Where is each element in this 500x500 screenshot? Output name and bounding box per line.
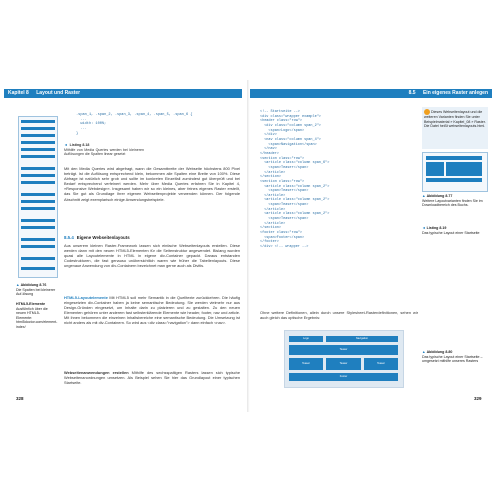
- chapter-label: Kapitel 8: [8, 90, 29, 96]
- left-page-number: 328: [16, 396, 24, 401]
- book-spread: [4, 80, 496, 412]
- listing-label: Listing 8.19: [426, 226, 447, 230]
- section-title: Eigene Webseitenlayouts: [76, 235, 130, 240]
- figure-label: Abbildung 8.77: [426, 194, 453, 198]
- figure-8-77-caption: ▲Abbildung 8.77 Weitere Layoutvarianten finden Sie im Downloadbereich des Buchs.: [422, 194, 486, 208]
- code-listing: <!-- Startseite --> <div class="wrapper example"> <header class="row"> <div class="column span_2"> <span>Logo</span> </div> <nav class="column span_4"> <span>Navigation</span> </nav> </header> <section class="row"> <article class="column span_6"> <span>Teaser</span> </article> </section> <section class="row"> <article class="column span_2"> <span>Teaser</span> </article> <article class="column span_2"> <span>Teaser</span> </article> <article class="column span_2"> <span>Teaser</span> </article> </section> <footer class="row"> <span>Footer</span> </footer> </div> <!-- wrapper -->: [260, 110, 330, 250]
- layout-result-diagram: [284, 330, 404, 388]
- right-page-number: 329: [474, 396, 482, 401]
- stacked-columns-figure: [18, 116, 58, 278]
- section-number: 8.5.4: [64, 235, 74, 240]
- code-top: .span_1, .span_2, .span_3, .span_4, .span_5, .span_6 { ... width: 100%; ... }: [76, 113, 193, 136]
- right-page: [250, 80, 496, 412]
- html5-note: [16, 302, 56, 330]
- paragraph-3-lead: HTML5-Layoutelemente: [64, 295, 108, 300]
- section-heading: [64, 235, 240, 240]
- figure-text: Die Spalten bei kleinerer Auf-lösung: [16, 287, 56, 297]
- paragraph-2: Aus unserem kleinen Raster-Framework lassen sich einfache Webseitenlayouts erstellen. Diese werden dann mit den neuen HTML5-Elementen für die Seitenstruktur angewendet. Bislang wurden quasi alle Layoutelemente in HTML in eigene div-Container gepackt. Daraus entstanden Codestrukturen, die fast genauso unübersichtlich waren wie früher die Tabellenlayouts. Diese ungenaue Anwendung von div-Containern bezeichnet man gerne auch als Divitis.: [64, 243, 240, 269]
- teaser-box-2: Teaser: [326, 358, 361, 370]
- left-page: [4, 80, 250, 412]
- paragraph-4: [64, 370, 240, 385]
- footer-box: Footer: [289, 373, 398, 381]
- listing-text: Das typische Layout einer Startseite: [422, 230, 480, 235]
- figure-label: Abbildung 8.76: [20, 283, 47, 287]
- paragraph-3: [64, 295, 240, 326]
- listing-8-19-caption: ◄Listing 8.19 Das typische Layout einer Startseite: [422, 226, 486, 235]
- listing-text: Mithilfe von Media Queries werden bei kleineren Auflösungen die Spalten linear gesetzt: [64, 147, 144, 157]
- figure-8-76-caption: ▲Abbildung 8.76 Die Spalten bei kleinerer Auf-lösung: [16, 283, 56, 297]
- teaser-box-3: Teaser: [364, 358, 398, 370]
- left-running-header: [4, 89, 242, 98]
- paragraph-4-lead: Webseitenanwendungen erstellen: [64, 370, 129, 375]
- figure-label: Abbildung 8.80: [426, 350, 453, 354]
- section-label: 8.5: [408, 90, 416, 96]
- download-note-text: Dieses Webseitenlayout und die weiteren Varianten finden Sie unter Beispielmaterial » Kapitel_08 » Raster. Die Datei heißt webseitenlayouts.html.: [424, 109, 486, 129]
- right-running-header: [250, 89, 492, 98]
- figure-text: Das typische Layout einer Startseite – umgesetzt mithilfe unseres Rasters: [422, 354, 483, 364]
- chapter-title: Layout und Raster: [36, 90, 81, 96]
- section-title: Ein eigenes Raster anlegen: [422, 90, 488, 96]
- layout-variants-thumbnail: [422, 152, 488, 192]
- navigation-box: Navigation: [326, 336, 398, 342]
- note-title: HTML5-Elemente: [16, 302, 46, 306]
- figure-8-80-caption: ▲Abbildung 8.80 Das typische Layout einer Startseite – umgesetzt mithilfe unseres Rasters: [422, 350, 486, 364]
- figure-text: Weitere Layoutvarianten finden Sie im Downloadbereich des Buchs.: [422, 198, 483, 208]
- listing-8-18-caption: ◄ Listing 8.18 Mithilfe von Media Queries werden bei kleineren Auflösungen die Spalten linear gesetzt: [64, 143, 144, 157]
- teaser-wide-box: Teaser: [289, 345, 398, 355]
- logo-box: Logo: [289, 336, 323, 342]
- teaser-box-1: Teaser: [289, 358, 323, 370]
- note-text: Ausführlich über die neuen HTML5-Elemente: html5doctor.com/element-index/: [16, 306, 58, 329]
- paragraph-3-text: Mit HTML5 soll mehr Semantik in die Quelltexte zurückkehren. Die häufig eingesetzten div-Container haben ja keine semantische Bedeutung. Sie werden vielmehr nur aus Design-Gründen eingesetzt, um Inhalte darin zu platzieren und zu gestalten. Zu den neuen Elementen gehören unter anderem fast selbsterklärende Elemente wie header, footer, nav und article. Mit ihnen bekommen die einzelnen Inhaltsbereiche eine semantische Bedeutung. Die Umsetzung ist nicht anders als mit div-Containern. So wird aus <div class="navigation"> dann einfach <nav>.: [64, 295, 240, 326]
- listing-label: Listing 8.18: [69, 143, 90, 147]
- paragraph-4-text: Mithilfe des sechsspaltigen Rasters lassen sich typische Webseitenanordnungen umsetzen. Als Beispiel sehen Sie hier das Grundlayout einer typischen Startseite.: [64, 370, 240, 386]
- result-paragraph: Ohne weitere Definitionen, allein durch unsere Stylesheet-Rasterdefinitionen, sehen wir auch gleich das optische Ergebnis:: [260, 310, 418, 321]
- paragraph-1: Mit den Media Queries wird abgefragt, wann die Gesamtbreite der Webseite höchstens 800 Pixel beträgt. Ist die Auflösung entsprechend klein, bekommen alle Spalten eine Breite von 100%. Diese Abfrage ist natürlich sehr grob und sollte im konkreten Einzelfall zumindest gut überprüft und bei Bedarf entsprechend verfeinert werden. Mehr über Media Queries erfahren Sie in Kapitel 4, »Responsive Webdesign«. Insgesamt haben wir so ein kleines, aber feines eigenes Raster erstellt, das Sie gut als Grundlage Ihrer eigenen Webseitenprojekte verwenden können. Der folgende Abschnitt zeigt exemplarisch einige Anwendungsbeispiele.: [64, 166, 240, 202]
